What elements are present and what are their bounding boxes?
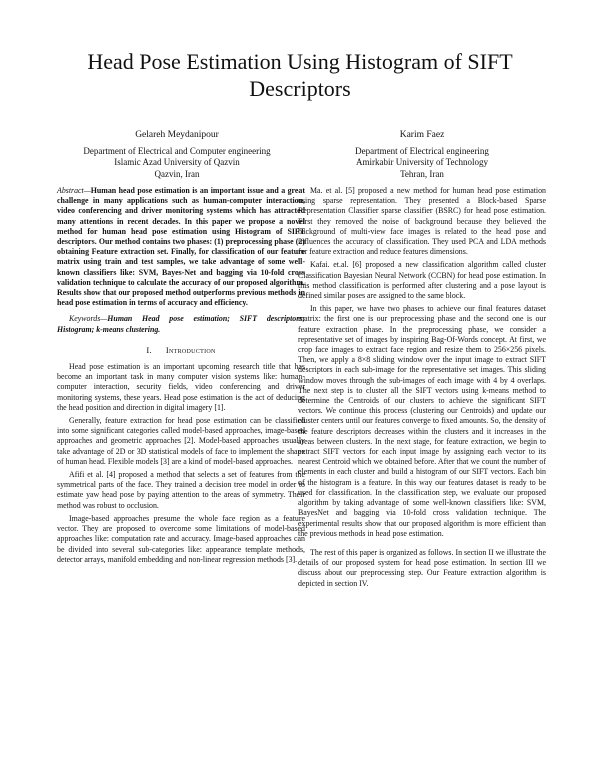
body-paragraph: Afifi et al. [4] proposed a method that selects a set of features from the symmetrical parts of the face. They trained a decision tree model in order to estimate yaw head pose by paying attention to the areas of symmetry. Their method was robust to occlusion. [57, 470, 305, 510]
author-institution: Amirkabir University of Technology [356, 157, 488, 167]
author-location: Qazvin, Iran [154, 168, 200, 179]
body-paragraph: Head pose estimation is an important upcoming research title that has become an important task in many computer vision systems like: human-computer interaction, security fields, video conferencing and driver monitoring systems, these years. Head pose estimation is the act of deducing the head position and direction in digital imagery [1]. [57, 362, 305, 412]
author-name: Gelareh Meydanipour [135, 130, 219, 140]
section-heading [57, 345, 305, 355]
paper-title: Head Pose Estimation Using Histogram of SIFT Descriptors [87, 49, 513, 101]
keywords-text: Human Head pose estimation; SIFT descriptors; Histogram; k-means clustering. [57, 314, 305, 334]
body-paragraph: Kafai. et.al. [6] proposed a new classification algorithm called cluster Classification Bayesian Neural Network (CCBN) for head pose estimation. In this method classification is performed after clustering and a pose layout is defined similar poses are assigned to the same block. [298, 260, 546, 301]
section-number: I. [146, 344, 152, 355]
abstract-lead: Abstract— [57, 186, 91, 195]
author-name: Karim Faez [399, 130, 445, 140]
section-title: Introduction [165, 344, 216, 355]
author-block-1 [57, 130, 297, 180]
body-paragraph: Ma. et al. [5] proposed a new method for human head pose estimation using sparse representation. They presented a Block-based Sparse Representation Classifier sparse classifier (BSRC) for head pose estimation. First they removed the noise of background because they believed the background of multi-view face images is related to the head pose and influences the accuracy of classification. They used PCA and LDA methods for feature extraction and reduce features dimensions. [298, 186, 546, 257]
right-column [298, 186, 546, 592]
author-block-2 [302, 130, 542, 180]
abstract-text: Human head pose estimation is an important issue and a great challenge in many applications such as human-computer interaction, video conferencing and driver monitoring systems which has attracted many attentions in recent decades. In this paper we propose a novel method for human head pose estimation using Histogram of SIFT descriptors. Our method contains two phases: (1) preprocessing phase (2) obtaining Feature extraction set. Finally, for classification of our feature matrix using train and test samples, we take advantage of some well-known classifiers like: SVM, Bayes-Net and bagging via 10-fold cross validation technique to calculate the accuracy of our proposed algorithm. Results show that our proposed method outperforms previous methods in head pose estimation in terms of accuracy and efficiency. [57, 186, 305, 308]
author-department: Department of Electrical engineering [355, 145, 489, 156]
body-paragraph: In this paper, we have two phases to achieve our final features dataset matrix: the first one is our preprocessing phase and the second one is our feature extraction phase. In the preprocessing phase, we consider a representative set of images by inspiring Bag-Of-Words concept. At first, we crop face images to extract face region and resize them to 256×256 pixels. Then, we apply a 8×8 sliding window over the input image to extract SIFT descriptors in each sub-image for the representative set images. This sliding window moves through the sub-images of each image with 4 by 4 overlaps. The next step is to cluster all the SIFT vectors using k-means method to determine the Centroids of our clusters to achieve the significant SIFT vectors. We continue this process (clustering our Centroids) and update our cluster centers until our features converge to fixed amounts. So, the density of the feature descriptors decreases within the clusters and it increases in the areas between clusters. In the next stage, for feature extraction, we begin to extract SIFT vectors for each input image by assigning each vector to its nearest Centroid which we obtained before. After that we count the number of elements in each cluster and build a histogram of our SIFT vectors. Each bin of the histogram is a feature. In this way our features dataset is ready to be used for classification. In the classification step, we evaluate our proposed algorithm by taking advantage of some well-known classifiers like: SVM, BayesNet and bagging via 10-fold cross validation technique. The experimental results show that our proposed algorithm is more efficient than the previous methods in head pose estimation. [298, 304, 546, 538]
keywords-lead: Keywords— [69, 314, 108, 324]
body-paragraph: The rest of this paper is organized as follows. In section II we illustrate the details of our proposed system for head pose estimation. In section III we discuss about our preprocessing step. Our Feature extraction algorithm is depicted in section IV. [298, 547, 546, 588]
author-department: Department of Electrical and Computer engineering [83, 145, 271, 156]
body-paragraph: Generally, feature extraction for head pose estimation can be classified into some significant categories called model-based approaches, image-based approaches and geometric approaches [2]. Model-based approaches usually take advantage of 2D or 3D statistical models of face to implement the shape of human head. Flexible models [3] are a kind of model-based approaches. [57, 416, 305, 466]
author-location: Tehran, Iran [400, 168, 444, 179]
author-institution: Islamic Azad University of Qazvin [114, 157, 240, 167]
abstract [57, 186, 305, 308]
left-column [57, 186, 305, 568]
keywords [57, 314, 305, 334]
body-paragraph: Image-based approaches presume the whole face region as a feature vector. They are proposed to overcome some limitations of model-based approaches like: computation rate and accuracy. Image-based approaches can be divided into several sub-categories like: appearance template methods, detector arrays, manifold embedding and non-linear regression methods [3]. [57, 513, 305, 564]
